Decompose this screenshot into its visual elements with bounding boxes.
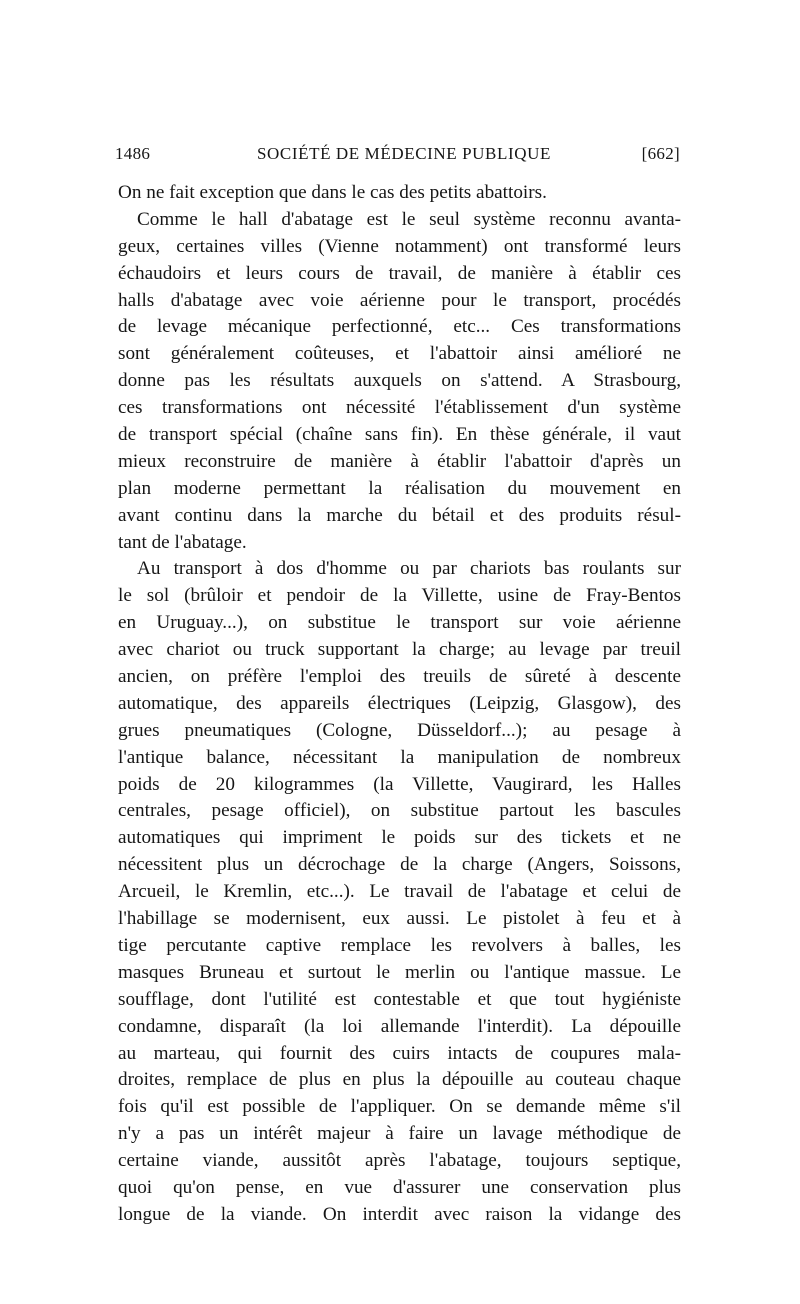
text-line: avant continu dans la marche du bétail et des produits résul- xyxy=(118,504,681,526)
text-line: sont généralement coûteuses, et l'abattoir ainsi amélioré ne xyxy=(118,343,681,365)
text-line: On ne fait exception que dans le cas des petits abattoirs. xyxy=(118,182,547,203)
text-line: soufflage, dont l'utilité est contestable et que tout hygiéniste xyxy=(118,988,681,1010)
text-line: halls d'abatage avec voie aérienne pour le transport, procédés xyxy=(118,289,681,311)
text-line: masques Bruneau et surtout le merlin ou l'antique massue. Le xyxy=(118,961,681,983)
text-line: avec chariot ou truck supportant la charge; au levage par treuil xyxy=(118,639,681,661)
text-line: ces transformations ont nécessité l'établissement d'un système xyxy=(118,397,681,419)
folio-number: [662] xyxy=(641,144,680,163)
text-line: longue de la viande. On interdit avec raison la vidange des xyxy=(118,1203,681,1225)
paragraph-last-line: tant de l'abatage. xyxy=(118,531,247,553)
text-line: de levage mécanique perfectionné, etc... Ces transformations xyxy=(118,316,681,338)
text-line: tige percutante captive remplace les revolvers à balles, les xyxy=(118,934,681,956)
text-line: Arcueil, le Kremlin, etc...). Le travail de l'abatage et celui de xyxy=(118,881,681,903)
text-line: nécessitent plus un décrochage de la charge (Angers, Soissons, xyxy=(118,854,681,876)
text-line: mieux reconstruire de manière à établir l'abattoir d'après un xyxy=(118,450,681,472)
text-line: droites, remplace de plus en plus la dépouille au couteau chaque xyxy=(118,1069,681,1091)
text-line: en Uruguay...), on substitue le transport sur voie aérienne xyxy=(118,612,681,634)
text-line: le sol (brûloir et pendoir de la Villette, usine de Fray-Bentos xyxy=(118,585,681,607)
text-line: geux, certaines villes (Vienne notamment) ont transformé leurs xyxy=(118,235,681,257)
text-line: centrales, pesage officiel), on substitue partout les bascules xyxy=(118,800,681,822)
running-title: SOCIÉTÉ DE MÉDECINE PUBLIQUE xyxy=(257,144,551,163)
text-line: plan moderne permettant la réalisation du mouvement en xyxy=(118,477,681,499)
text-line: donne pas les résultats auxquels on s'attend. A Strasbourg, xyxy=(118,370,681,392)
text-line: ancien, on préfère l'emploi des treuils de sûreté à descente xyxy=(118,666,681,688)
text-line: automatique, des appareils électriques (Leipzig, Glasgow), des xyxy=(118,692,681,714)
text-line: de transport spécial (chaîne sans fin). En thèse générale, il vaut xyxy=(118,424,681,446)
page-number: 1486 xyxy=(115,144,151,163)
text-line: condamne, disparaît (la loi allemande l'interdit). La dépouille xyxy=(118,1015,681,1037)
text-line: fois qu'il est possible de l'appliquer. On se demande même s'il xyxy=(118,1096,681,1118)
text-line: n'y a pas un intérêt majeur à faire un lavage méthodique de xyxy=(118,1123,681,1145)
text-line: au marteau, qui fournit des cuirs intacts de coupures mala- xyxy=(118,1042,681,1064)
text-line: grues pneumatiques (Cologne, Düsseldorf...); au pesage à xyxy=(118,719,681,741)
text-line: l'habillage se modernisent, eux aussi. Le pistolet à feu et à xyxy=(118,908,681,930)
body-text xyxy=(118,180,681,1229)
text-line: l'antique balance, nécessitant la manipulation de nombreux xyxy=(118,746,681,768)
text-line: poids de 20 kilogrammes (la Villette, Vaugirard, les Halles xyxy=(118,773,681,795)
text-line: automatiques qui impriment le poids sur des tickets et ne xyxy=(118,827,681,849)
text-line: échaudoirs et leurs cours de travail, de manière à établir ces xyxy=(118,262,681,284)
paragraph-first-line: Comme le hall d'abatage est le seul système reconnu avanta- xyxy=(137,208,681,230)
text-line: certaine viande, aussitôt après l'abatage, toujours septique, xyxy=(118,1150,681,1172)
paragraph-first-line: Au transport à dos d'homme ou par chariots bas roulants sur xyxy=(137,558,681,580)
page-header xyxy=(115,144,680,168)
text-line: quoi qu'on pense, en vue d'assurer une conservation plus xyxy=(118,1176,681,1198)
